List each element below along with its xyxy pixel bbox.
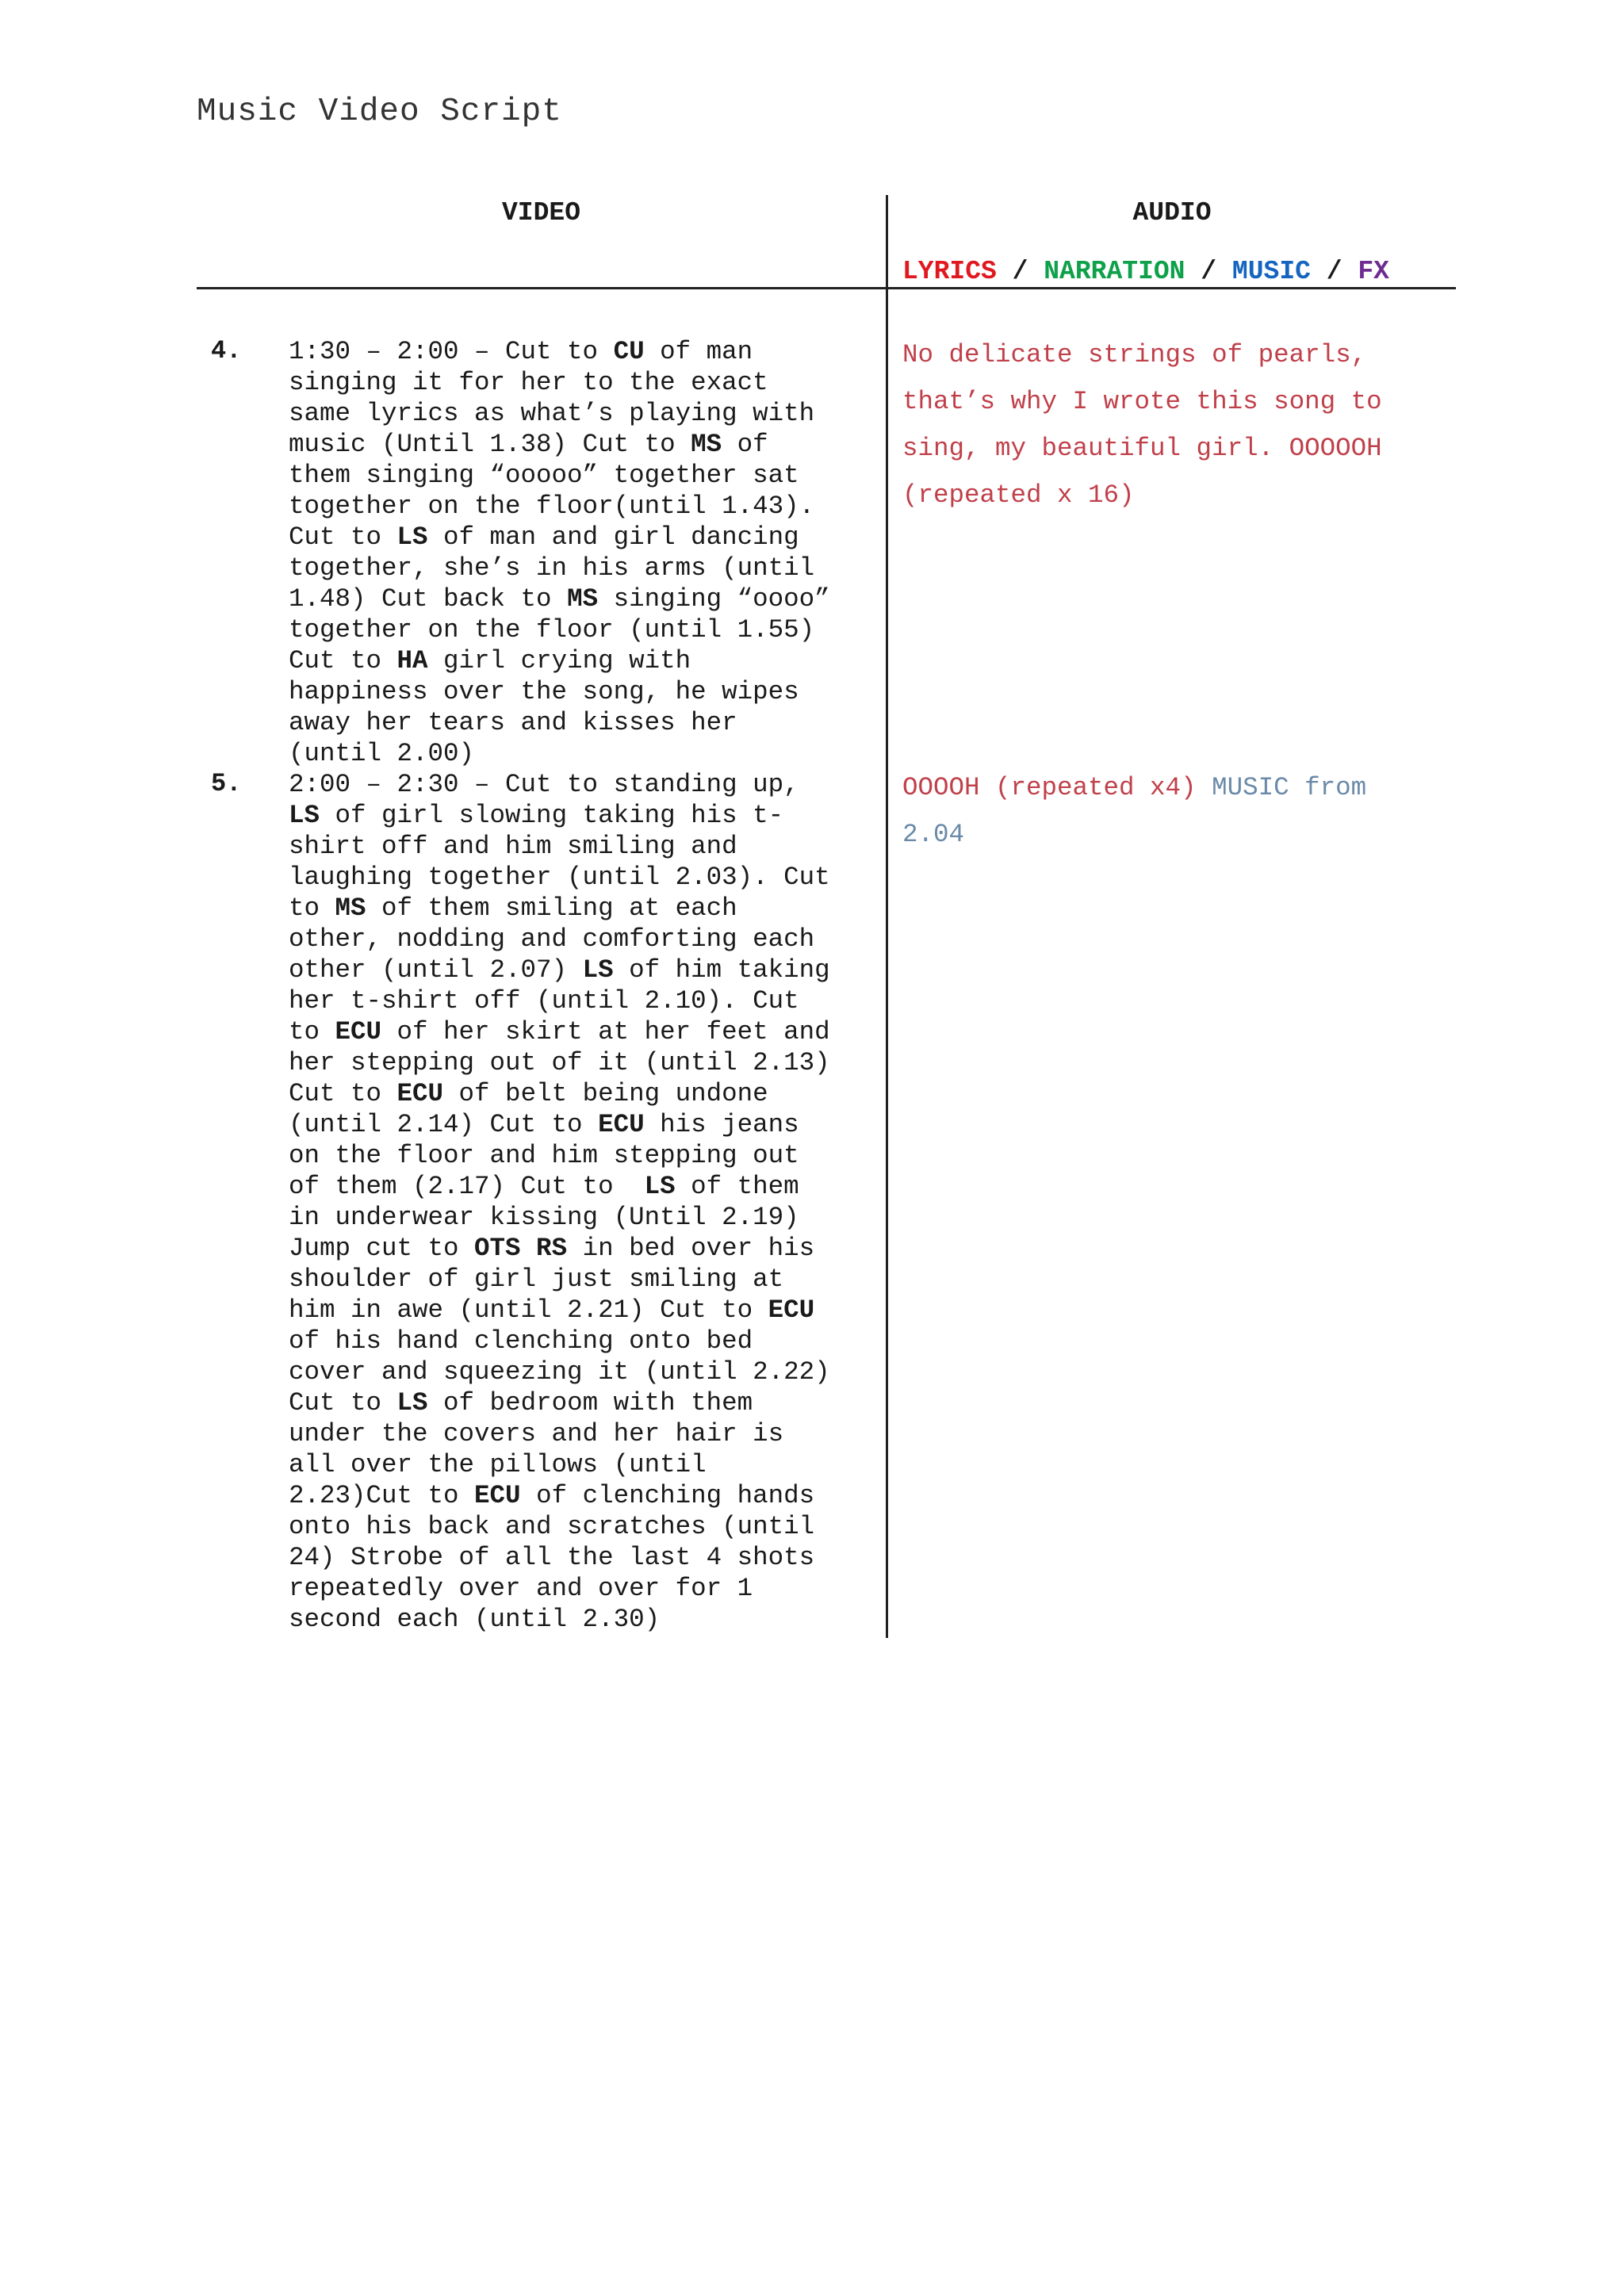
text-segment: Cut to	[289, 522, 397, 552]
video-line	[289, 645, 875, 676]
video-line	[289, 738, 875, 769]
video-line	[289, 1016, 875, 1047]
document-title: Music Video Script	[197, 94, 562, 130]
video-line	[289, 676, 875, 707]
text-segment: in underwear kissing (Until 2.19)	[289, 1203, 799, 1232]
text-segment: under the covers and her hair is	[289, 1419, 784, 1448]
text-segment: of them smiling at each	[366, 894, 737, 923]
video-line	[289, 1357, 875, 1387]
text-segment: OOOOH (repeated x4)	[902, 773, 1212, 802]
video-line	[289, 1047, 875, 1078]
text-segment: singing it for her to the exact	[289, 368, 768, 397]
video-line	[289, 460, 875, 491]
text-segment: Cut to	[289, 1388, 397, 1418]
text-segment: all over the pillows (until	[289, 1450, 707, 1479]
text-segment: his jeans	[644, 1110, 799, 1139]
text-segment: sing, my beautiful girl. OOOOOH	[902, 434, 1382, 463]
shot-type-term: ECU	[335, 1017, 382, 1047]
legend-lyrics: LYRICS	[902, 257, 997, 286]
text-segment: singing “oooo”	[598, 584, 830, 614]
video-line	[289, 707, 875, 738]
text-segment: 2.23)Cut to	[289, 1481, 475, 1510]
audio-column-header: AUDIO	[1132, 198, 1212, 228]
shot-type-term: LS	[289, 801, 320, 830]
text-segment: together, she’s in his arms (until	[289, 553, 815, 583]
text-segment: together on the floor(until 1.43).	[289, 492, 815, 521]
video-line	[289, 398, 875, 429]
text-segment: 1.48) Cut back to	[289, 584, 568, 614]
video-line	[289, 1233, 875, 1264]
shot-type-term: LS	[396, 1388, 428, 1418]
text-segment: (until 2.14) Cut to	[289, 1110, 599, 1139]
text-segment: to	[289, 1017, 335, 1047]
audio-line	[902, 378, 1450, 425]
shot-video-description	[289, 769, 875, 1635]
shot-type-term: LS	[644, 1172, 676, 1201]
video-line	[289, 1511, 875, 1542]
video-line	[289, 1387, 875, 1418]
video-line	[289, 1449, 875, 1480]
text-segment: away her tears and kisses her	[289, 708, 737, 737]
video-line	[289, 336, 875, 367]
video-line	[289, 769, 875, 800]
legend-narration: NARRATION	[1044, 257, 1185, 286]
shot-type-term: ECU	[474, 1481, 521, 1510]
text-segment: onto his back and scratches (until	[289, 1512, 815, 1541]
shot-type-term: ECU	[396, 1079, 444, 1108]
text-segment: of him taking	[613, 955, 830, 985]
audio-line	[902, 425, 1450, 472]
legend-separator: /	[1185, 257, 1232, 286]
text-segment: her t-shirt off (until 2.10). Cut	[289, 986, 799, 1016]
text-segment: on the floor and him stepping out	[289, 1141, 799, 1170]
text-segment: Cut to	[289, 1079, 397, 1108]
audio-line	[902, 811, 1450, 858]
text-segment: second each (until 2.30)	[289, 1605, 661, 1634]
video-line	[289, 522, 875, 553]
text-segment: music (Until 1.38) Cut to	[289, 430, 691, 459]
audio-legend	[902, 257, 1389, 286]
text-segment: of her skirt at her feet and	[381, 1017, 830, 1047]
video-line	[289, 1295, 875, 1326]
video-line	[289, 1264, 875, 1295]
legend-music: MUSIC	[1231, 257, 1311, 286]
text-segment: repeatedly over and over for 1	[289, 1574, 753, 1603]
text-segment: her stepping out of it (until 2.13)	[289, 1048, 830, 1077]
text-segment: girl crying with	[427, 646, 691, 675]
shot-number: 4.	[211, 336, 242, 365]
video-line	[289, 831, 875, 862]
shot-type-term: CU	[613, 337, 645, 366]
text-segment: of them	[675, 1172, 799, 1201]
video-line	[289, 614, 875, 645]
text-segment: of	[722, 430, 768, 459]
shot-type-term: MS	[567, 584, 599, 614]
text-segment: same lyrics as what’s playing with	[289, 399, 815, 428]
script-table	[197, 195, 1456, 1638]
legend-separator: /	[996, 257, 1044, 286]
video-line	[289, 1140, 875, 1171]
shot-type-term: LS	[582, 955, 614, 985]
text-segment: 24) Strobe of all the last 4 shots	[289, 1543, 815, 1572]
shot-type-term: OTS RS	[474, 1234, 568, 1263]
text-segment: of his hand clenching onto bed	[289, 1326, 753, 1356]
video-line	[289, 1326, 875, 1357]
text-segment: Jump cut to	[289, 1234, 475, 1263]
text-segment: shirt off and him smiling and	[289, 832, 737, 861]
text-segment: to	[289, 894, 335, 923]
text-segment: other (until 2.07)	[289, 955, 583, 985]
text-segment: MUSIC from	[1212, 773, 1367, 802]
text-segment: of man and girl dancing	[427, 522, 799, 552]
video-line	[289, 1542, 875, 1573]
column-divider	[886, 195, 888, 1638]
shot-audio-description	[902, 764, 1450, 858]
text-segment: 2.04	[902, 820, 965, 849]
text-segment: happiness over the song, he wipes	[289, 677, 799, 706]
video-line	[289, 893, 875, 924]
shot-audio-description	[902, 331, 1450, 519]
text-segment: 1:30 – 2:00 – Cut to	[289, 337, 614, 366]
video-column-header: VIDEO	[501, 198, 581, 228]
text-segment: them singing “ooooo” together sat	[289, 461, 799, 490]
video-line	[289, 1418, 875, 1449]
text-segment: No delicate strings of pearls,	[902, 340, 1367, 369]
text-segment: (repeated x 16)	[902, 480, 1135, 510]
text-segment: shoulder of girl just smiling at	[289, 1265, 784, 1294]
video-line	[289, 584, 875, 614]
video-line	[289, 1078, 875, 1109]
video-line	[289, 985, 875, 1016]
shot-type-term: ECU	[598, 1110, 645, 1139]
header-rule	[197, 287, 1456, 289]
text-segment: him in awe (until 2.21) Cut to	[289, 1295, 768, 1325]
text-segment: other, nodding and comforting each	[289, 924, 815, 954]
audio-line	[902, 764, 1450, 811]
audio-line	[902, 331, 1450, 378]
text-segment: cover and squeezing it (until 2.22)	[289, 1357, 830, 1387]
text-segment: (until 2.00)	[289, 739, 475, 768]
video-line	[289, 553, 875, 584]
text-segment: laughing together (until 2.03). Cut	[289, 863, 830, 892]
text-segment: together on the floor (until 1.55)	[289, 615, 815, 645]
video-line	[289, 1109, 875, 1140]
text-segment: of man	[644, 337, 753, 366]
video-line	[289, 1604, 875, 1635]
video-line	[289, 1480, 875, 1511]
legend-fx: FX	[1358, 257, 1389, 286]
text-segment: of them (2.17) Cut to	[289, 1172, 645, 1201]
shot-type-term: HA	[396, 646, 428, 675]
shot-type-term: MS	[691, 430, 722, 459]
video-line	[289, 429, 875, 460]
shot-type-term: ECU	[768, 1295, 815, 1325]
video-line	[289, 367, 875, 398]
text-segment: in bed over his	[567, 1234, 815, 1263]
text-segment: of girl slowing taking his t-	[320, 801, 784, 830]
video-line	[289, 800, 875, 831]
video-line	[289, 862, 875, 893]
video-line	[289, 955, 875, 985]
text-segment: of belt being undone	[443, 1079, 768, 1108]
shot-video-description	[289, 336, 875, 769]
audio-line	[902, 472, 1450, 519]
video-line	[289, 1573, 875, 1604]
text-segment: that’s why I wrote this song to	[902, 387, 1382, 416]
video-line	[289, 1202, 875, 1233]
video-line	[289, 1171, 875, 1202]
text-segment: 2:00 – 2:30 – Cut to standing up,	[289, 770, 799, 799]
video-line	[289, 491, 875, 522]
shot-type-term: LS	[396, 522, 428, 552]
video-line	[289, 924, 875, 955]
shot-type-term: MS	[335, 894, 366, 923]
shot-number: 5.	[211, 769, 242, 798]
text-segment: Cut to	[289, 646, 397, 675]
legend-separator: /	[1310, 257, 1358, 286]
text-segment: of bedroom with them	[427, 1388, 753, 1418]
text-segment: of clenching hands	[520, 1481, 815, 1510]
